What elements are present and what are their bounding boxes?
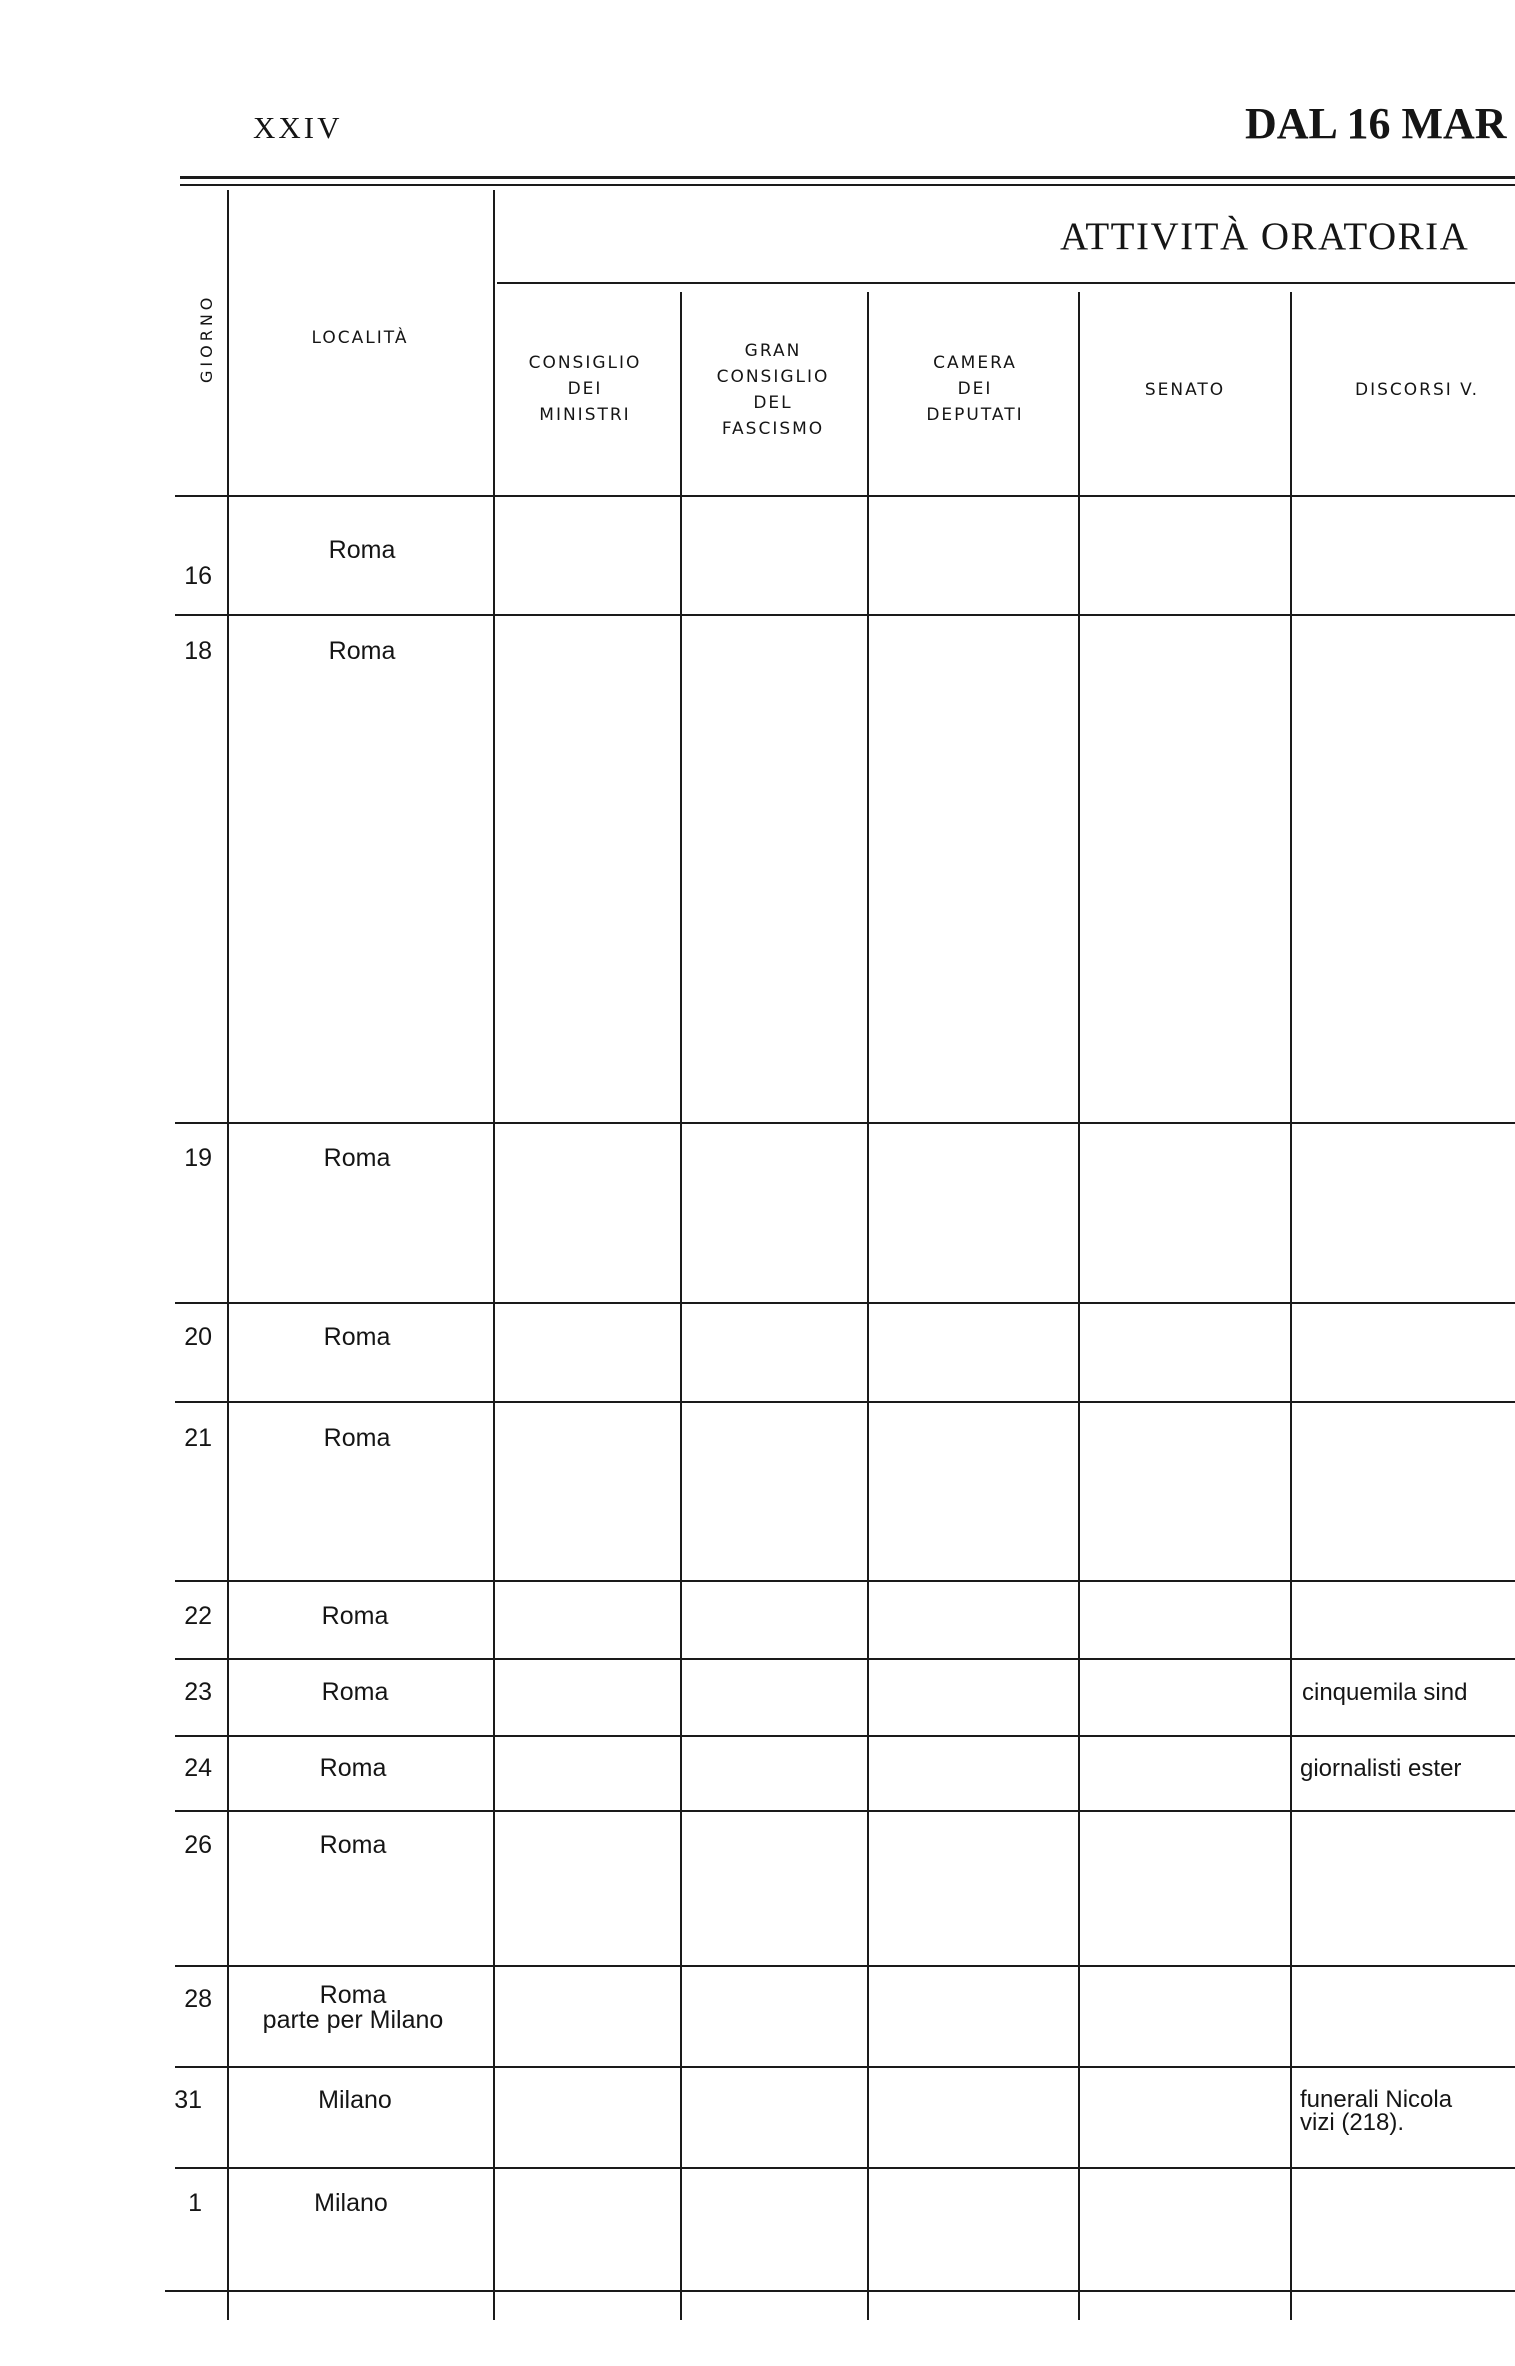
row-rule bbox=[175, 1810, 1515, 1812]
column-rule bbox=[867, 292, 869, 2320]
table-row-day: 28 bbox=[184, 1985, 212, 2013]
row-rule bbox=[175, 1658, 1515, 1660]
table-row-day: 23 bbox=[184, 1678, 212, 1706]
table-row-day: 16 bbox=[184, 562, 212, 590]
table-row-place: Roma bbox=[321, 1602, 389, 1630]
row-rule bbox=[175, 1965, 1515, 1967]
table-row-note: funerali Nicola bbox=[1300, 2086, 1453, 2113]
row-rule bbox=[175, 2066, 1515, 2068]
column-rule bbox=[680, 292, 682, 2320]
column-header-day: GIORNO bbox=[197, 293, 216, 383]
top-rule-1 bbox=[180, 176, 1515, 179]
table-row-place: Roma bbox=[328, 536, 396, 564]
column-rule bbox=[1078, 292, 1080, 2320]
row-rule bbox=[175, 614, 1515, 616]
table-row-place: Roma bbox=[328, 637, 396, 665]
table-row-place: Roma bbox=[321, 1678, 389, 1706]
table-row-place-continued: parte per Milano bbox=[262, 2006, 444, 2034]
table-row-note: giornalisti ester bbox=[1300, 1755, 1462, 1782]
section-title: ATTIVITÀ ORATORIA bbox=[1060, 215, 1470, 258]
running-title: DAL 16 MAR bbox=[1245, 99, 1507, 148]
table-row-note-continued: vizi (218). bbox=[1300, 2109, 1405, 2136]
table-row-place: Roma bbox=[319, 1981, 387, 2009]
table-row-day: 24 bbox=[184, 1754, 212, 1782]
row-rule bbox=[175, 1580, 1515, 1582]
table-row-day: 19 bbox=[184, 1144, 212, 1172]
table-row-day: 31 bbox=[174, 2086, 202, 2114]
table-row-place: Milano bbox=[314, 2189, 388, 2217]
column-header-chamber: CAMERA DEI DEPUTATI bbox=[926, 353, 1024, 425]
table-row-place: Roma bbox=[323, 1144, 391, 1172]
table-row-day: 1 bbox=[188, 2189, 202, 2217]
table-row-place: Roma bbox=[319, 1831, 387, 1859]
top-rule-2 bbox=[180, 184, 1515, 186]
table-row-day: 21 bbox=[184, 1424, 212, 1452]
row-rule bbox=[175, 1122, 1515, 1124]
column-header-grand-council: GRAN CONSIGLIO DEL FASCISMO bbox=[716, 341, 830, 439]
row-rule bbox=[175, 2167, 1515, 2169]
column-rule bbox=[493, 190, 495, 2320]
table-row-day: 18 bbox=[184, 637, 212, 665]
table-row-day: 20 bbox=[184, 1323, 212, 1351]
table-row-day: 22 bbox=[184, 1602, 212, 1630]
column-header-speeches: DISCORSI V. bbox=[1355, 380, 1480, 400]
table-row-place: Roma bbox=[323, 1323, 391, 1351]
table-row-note: cinquemila sind bbox=[1302, 1679, 1468, 1706]
section-rule bbox=[497, 282, 1515, 284]
row-rule bbox=[175, 1302, 1515, 1304]
table-row-day: 26 bbox=[184, 1831, 212, 1859]
column-header-place: LOCALITÀ bbox=[311, 328, 409, 348]
bottom-rule bbox=[165, 2290, 1515, 2292]
row-rule bbox=[175, 495, 1515, 497]
column-header-senate: SENATO bbox=[1144, 380, 1226, 400]
column-rule bbox=[1290, 292, 1292, 2320]
table-row-place: Milano bbox=[318, 2086, 392, 2114]
table-row-place: Roma bbox=[323, 1424, 391, 1452]
page-number: XXIV bbox=[253, 110, 343, 145]
row-rule bbox=[175, 1735, 1515, 1737]
table-row-place: Roma bbox=[319, 1754, 387, 1782]
row-rule bbox=[175, 1401, 1515, 1403]
column-header-council: CONSIGLIO DEI MINISTRI bbox=[528, 353, 642, 425]
